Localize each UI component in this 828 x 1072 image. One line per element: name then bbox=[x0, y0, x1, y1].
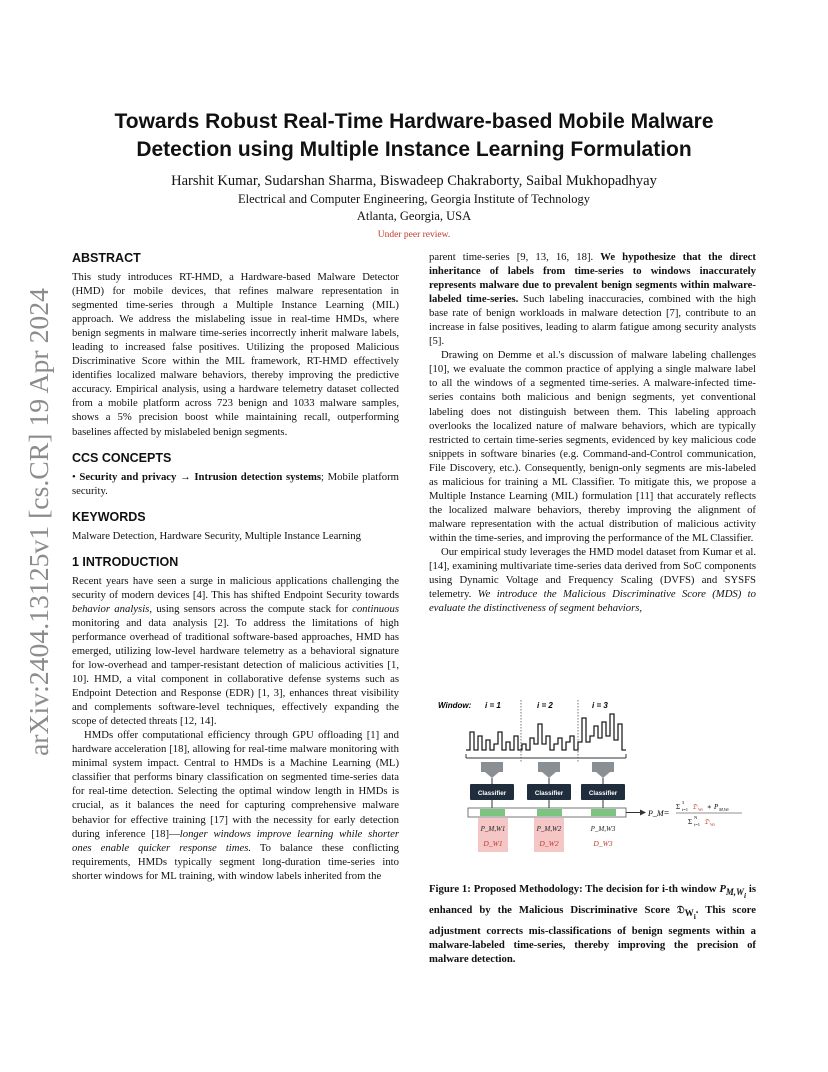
window-1-label: i = 1 bbox=[485, 701, 501, 710]
figure-1-caption: Figure 1: Proposed Methodology: The decision for i-th window $P_{M,W_i}$ is enhanced by the Malicious Discriminative Score 𝔇$_{W_i}$. This score adjustment corrects mis-classifications of benign segments within a malware-labeled time-series, thereby improving the precision of malware detection. bbox=[429, 883, 757, 966]
paper-title bbox=[70, 108, 758, 164]
svg-text:∗: ∗ bbox=[707, 803, 712, 811]
left-column bbox=[72, 250, 399, 883]
score-label-2: P_M,W2 bbox=[536, 825, 562, 833]
classifier-label-3: Classifier bbox=[588, 790, 618, 797]
time-series-signal bbox=[466, 714, 626, 750]
window-3-label: i = 3 bbox=[592, 701, 608, 710]
svg-text:Σ: Σ bbox=[676, 803, 681, 811]
svg-text:i=1: i=1 bbox=[682, 807, 689, 812]
keywords-text: Malware Detection, Hardware Security, Multiple Instance Learning bbox=[72, 529, 361, 542]
author-list: Harshit Kumar, Sudarshan Sharma, Biswadeep Chakraborty, Saibal Mukhopadhyay bbox=[171, 173, 657, 189]
right-column bbox=[429, 250, 756, 615]
score-label-1: P_M,W1 bbox=[480, 825, 506, 833]
segment-boxes bbox=[481, 762, 614, 784]
intro-paragraph-2: HMDs offer computational efficiency through GPU offloading [1] and hardware acceleration [18], allowing for real-time malware monitoring with minimal system impact. Central to HMDs is a Machine Learning (ML) classifier that performs binary classification on segmented time-series data for real-time detection. Selecting the optimal window length in HMDs is crucial, as it balances the need for capturing comprehensive malware behavior for effective training [17] with the necessity for early detection during inference [18]—longer windows improve learning while shorter ones enable quicker response times. To balance these conflicting requirements, HMDs typically segment long-duration time-series into shorter windows for ML training, with window labels inherited from the bbox=[72, 729, 399, 882]
arxiv-identifier-text: arXiv:2404.13125v1 [cs.CR] 19 Apr 2024 bbox=[24, 300, 54, 756]
figure-1-methodology-diagram bbox=[436, 696, 758, 866]
intro-paragraph-1: Recent years have seen a surge in malicious applications challenging the security of modern devices [4]. This has shifted Endpoint Security towards behavior analysis, using sensors across the compute stack for continuous monitoring and data analysis [2]. To address the limitations of high performance overhead of traditional software-based approaches, HMD has emerged, utilizing low-level hardware telemetry as a behavioral signature for low-overhead and tamper-resistant detection of malicious activities [1, 10]. HMD, a vital component in collaborative defense systems such as Endpoint Detection and Response (EDR) [1, 3], enhances threat visibility and complements software-level techniques, effectively expanding the scope of detected threats [12, 14]. bbox=[72, 574, 399, 728]
keywords-heading: KEYWORDS bbox=[72, 509, 146, 524]
review-status-note: Under peer review. bbox=[377, 230, 451, 240]
aggregation-formula bbox=[647, 800, 742, 827]
window-label: Window: bbox=[438, 701, 472, 710]
svg-text:Wi: Wi bbox=[698, 807, 703, 812]
intro-paragraph-3: parent time-series [9, 13, 16, 18]. We hypothesize that the direct inheritance of labels from time-series to windows inaccurately represents malware due to prevalent benign segments within malware-labeled time-series. Such labeling inaccuracies, combined with the high base rate of benign workloads in malware detection [7], contribute to an increase in false positives, leading to alarm fatigue among security analysts [5]. bbox=[429, 251, 756, 348]
output-score-label: P_M bbox=[648, 809, 664, 818]
svg-text:𝔇: 𝔇 bbox=[704, 818, 710, 826]
abstract-text: This study introduces RT-HMD, a Hardware-based Malware Detector (HMD) for mobile devices, that refines malware representation in segmented time-series through a Multiple Instance Learning (MIL) approach. We address the mislabeling issue in real-time HMDs, where benign segments in malware time-series incorrectly inherit malware labels, leading to increased false positives. Utilizing the proposed Malicious Discriminative Score within the MIL framework, RT-HMD effectively identifies localized malware behaviors, thereby improving the predictive accuracy. Empirical analysis, using a hardware telemetry dataset collected from a mobile platform across 723 benign and 1033 malware samples, shows a 5% precision boost while maintaining recall, outperforming baselines affected by mislabeled benign segments. bbox=[72, 271, 399, 438]
svg-text:N: N bbox=[694, 815, 698, 820]
ccs-concepts: • Security and privacy → Intrusion detection systems; Mobile platform security. bbox=[72, 470, 399, 497]
mds-label-3: D_W3 bbox=[593, 839, 613, 848]
svg-text:𝔇: 𝔇 bbox=[692, 803, 698, 811]
location: Atlanta, Georgia, USA bbox=[356, 209, 472, 223]
ccs-heading: CCS CONCEPTS bbox=[72, 450, 172, 465]
svg-text:=: = bbox=[664, 808, 670, 818]
introduction-heading: 1 INTRODUCTION bbox=[72, 554, 179, 569]
svg-text:M,Wi: M,Wi bbox=[719, 807, 729, 812]
intro-paragraph-5: Our empirical study leverages the HMD model dataset from Kumar et al. [14], examining multivariate time-series data derived from SoC components using Dynamic Voltage and Frequency Scaling (DVFS) and SYSFS telemetry. We introduce the Malicious Discriminative Score (MDS) to evaluate the distinctiveness of segment behaviors, bbox=[429, 545, 756, 615]
abstract-heading: ABSTRACT bbox=[72, 251, 141, 265]
mds-label-1: D_W1 bbox=[483, 839, 503, 848]
mds-label-2: D_W2 bbox=[539, 839, 559, 848]
intro-paragraph-4: Drawing on Demme et al.'s discussion of malware labeling challenges [10], we evaluate the common practice of applying a single malware label to all the windows of a segmented time-series. A malware-infected time-series contains both malicious and benign segments, yet conventional labeling does not distinguish between them. This labeling approach overlooks the localized nature of malware behaviors, which are typically restricted to certain time-series segments, evidenced by key malicious code snippets in software binaries (e.g. Command-and-Control communication, File Discovery, etc.). Consequently, benign-only segments are mis-labeled as malicious for training a ML Classifier. To mitigate this, we propose a Multiple Instance Learning (MIL) formulation [11] that accurately reflects the localized malware behaviors, thereby improving the alignment of malware representation with the actual distribution of malicious activity within the time-series, and improving the performance of the ML Classifier. bbox=[429, 349, 756, 544]
svg-text:Wi: Wi bbox=[710, 822, 715, 827]
svg-text:Σ: Σ bbox=[688, 818, 693, 826]
classifier-label-2: Classifier bbox=[534, 790, 564, 797]
svg-text:3: 3 bbox=[682, 800, 685, 805]
paper-header bbox=[70, 108, 758, 240]
title-line-1: Towards Robust Real-Time Hardware-based Mobile Malware bbox=[114, 110, 714, 133]
score-label-3: P_M,W3 bbox=[590, 825, 616, 833]
svg-text:i=1: i=1 bbox=[694, 822, 701, 827]
svg-text:P: P bbox=[714, 803, 719, 811]
title-line-2: Detection using Multiple Instance Learning Formulation bbox=[136, 138, 692, 161]
affiliation: Electrical and Computer Engineering, Georgia Institute of Technology bbox=[237, 192, 591, 206]
arxiv-identifier-stamp bbox=[18, 286, 58, 756]
window-2-label: i = 2 bbox=[537, 701, 553, 710]
classifier-label-1: Classifier bbox=[477, 790, 507, 797]
